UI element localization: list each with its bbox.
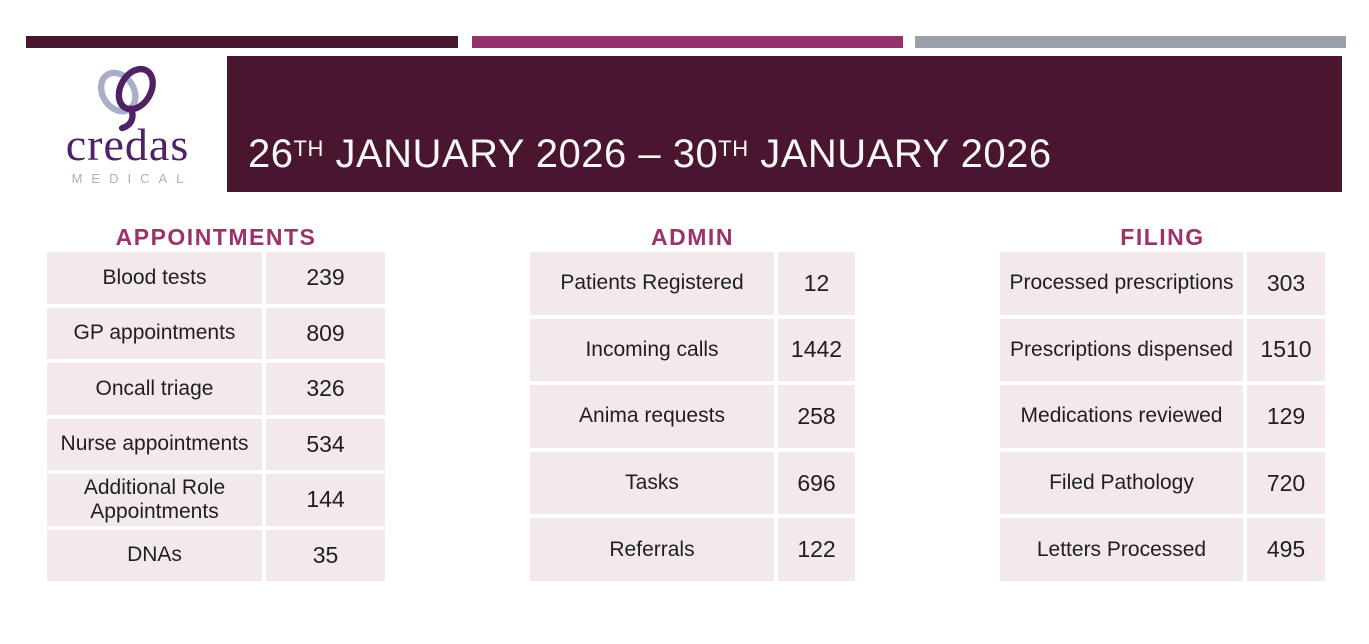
row-value: 534 [266,419,385,471]
row-label: Patients Registered [530,252,774,315]
filing-panel [1000,224,1325,581]
row-value: 258 [778,385,855,448]
row-label: Oncall triage [47,363,262,415]
table-row [1000,319,1325,382]
row-value: 326 [266,363,385,415]
table-row [47,252,385,304]
admin-panel [530,224,855,581]
admin-heading: ADMIN [651,224,734,250]
row-label: Medications reviewed [1000,385,1243,448]
row-value: 122 [778,518,855,581]
credas-logo [30,56,225,186]
row-label: Anima requests [530,385,774,448]
table-row [1000,452,1325,515]
table-row [1000,518,1325,581]
table-row [47,308,385,360]
title-banner [227,56,1342,192]
table-row [530,319,855,382]
filing-table [1000,252,1325,581]
table-row [530,452,855,515]
table-row [530,385,855,448]
table-row [1000,252,1325,315]
row-label: Additional Role Appointments [47,474,262,526]
table-row [530,252,855,315]
table-row [47,363,385,415]
row-label: Tasks [530,452,774,515]
logo-wordmark: credas [65,119,190,170]
table-row [1000,385,1325,448]
row-value: 1442 [778,319,855,382]
row-value: 35 [266,530,385,582]
row-label: Nurse appointments [47,419,262,471]
table-row [47,530,385,582]
row-label: GP appointments [47,308,262,360]
logo-subtitle: MEDICAL [71,171,193,186]
table-row [530,518,855,581]
row-value: 144 [266,474,385,526]
appointments-table [47,252,385,581]
row-label: Processed prescriptions [1000,252,1243,315]
accent-bar-dark [26,36,458,48]
row-label: Letters Processed [1000,518,1243,581]
row-value: 303 [1247,252,1325,315]
date-range-title: 26TH JANUARY 2026 – 30TH JANUARY 2026 [248,132,1052,176]
row-value: 809 [266,308,385,360]
row-value: 696 [778,452,855,515]
table-row [47,419,385,471]
row-label: Blood tests [47,252,262,304]
row-label: Referrals [530,518,774,581]
row-value: 12 [778,252,855,315]
accent-bar-gray [915,36,1346,48]
row-value: 720 [1247,452,1325,515]
row-value: 1510 [1247,319,1325,382]
appointments-panel [47,224,385,581]
accent-bar-magenta [472,36,903,48]
row-value: 495 [1247,518,1325,581]
filing-heading: FILING [1120,224,1205,250]
table-row [47,474,385,526]
row-label: Filed Pathology [1000,452,1243,515]
row-label: Prescriptions dispensed [1000,319,1243,382]
admin-table [530,252,855,581]
row-label: DNAs [47,530,262,582]
appointments-heading: APPOINTMENTS [115,224,317,250]
row-value: 239 [266,252,385,304]
row-label: Incoming calls [530,319,774,382]
row-value: 129 [1247,385,1325,448]
